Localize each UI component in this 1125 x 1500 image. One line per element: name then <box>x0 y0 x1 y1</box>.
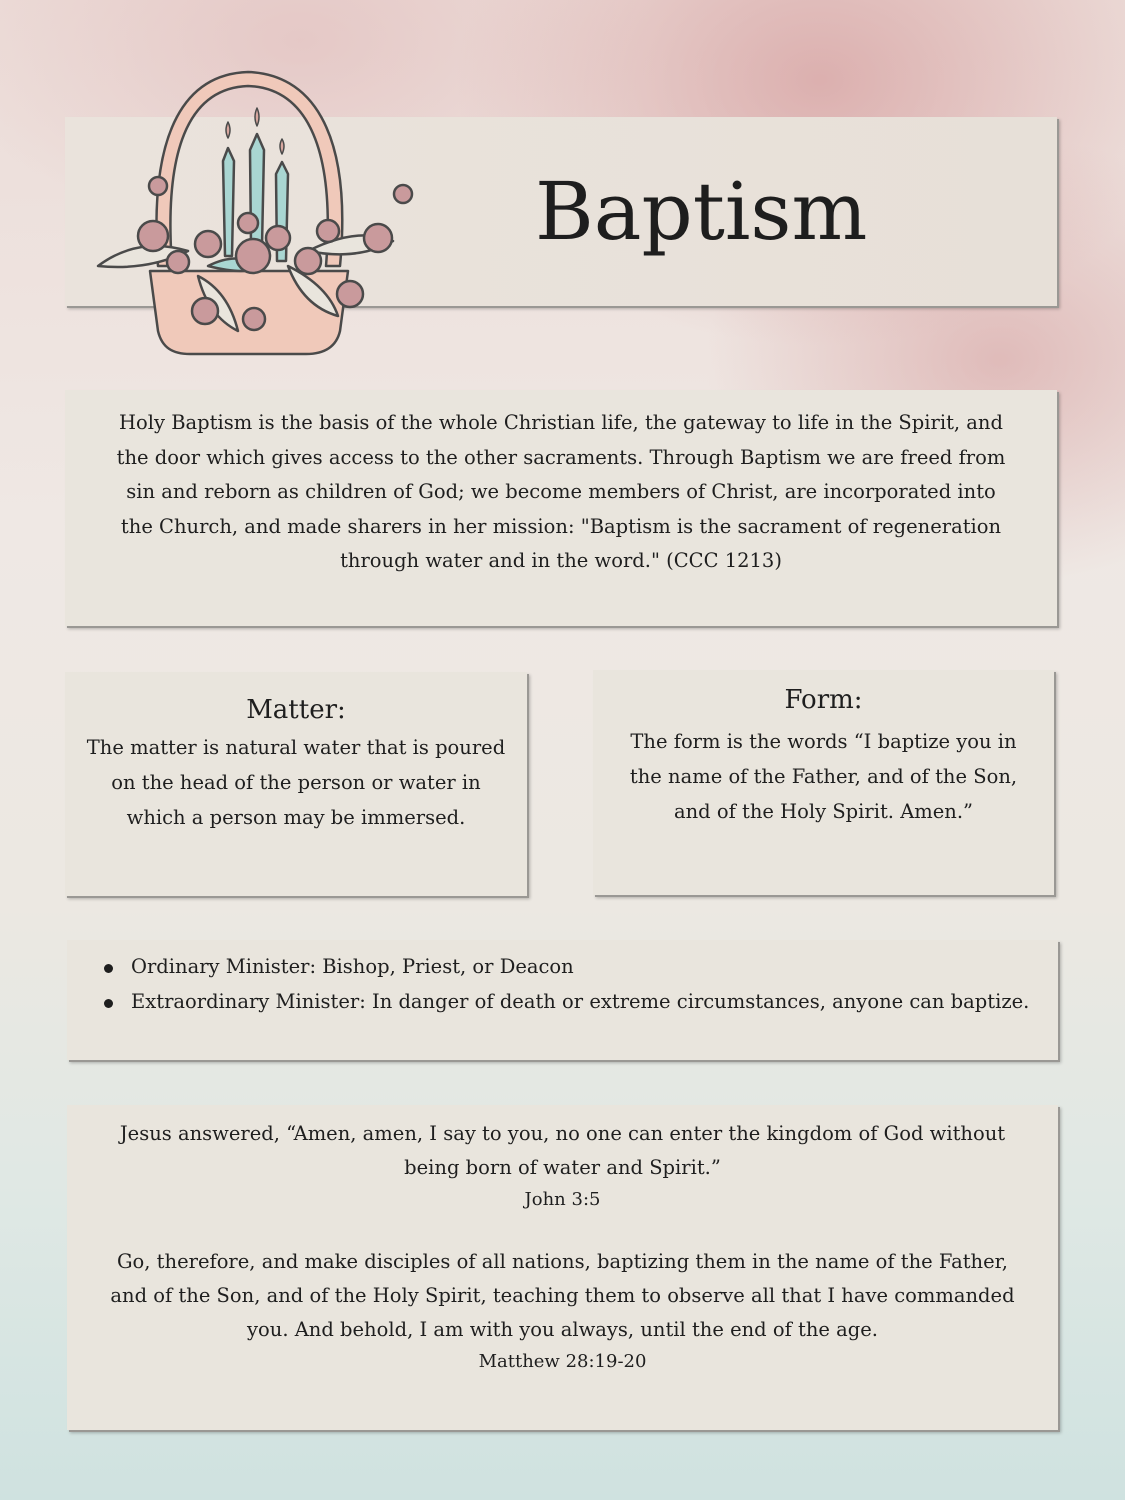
list-item: Ordinary Minister: Bishop, Priest, or Deacon <box>131 950 1038 985</box>
page-title: Baptism <box>535 165 868 258</box>
ministers-list <box>131 950 1038 1019</box>
flower-basket-illustration <box>78 66 418 360</box>
scripture-reference: John 3:5 <box>524 1189 601 1210</box>
matter-panel <box>65 672 527 896</box>
scripture-reference: Matthew 28:19-20 <box>478 1351 647 1372</box>
scripture-quote: Jesus answered, “Amen, amen, I say to you, no one can enter the kingdom of God without being born of water and Spirit.” <box>119 1122 1006 1179</box>
matter-text: The matter is natural water that is poured on the head of the person or water in which a person may be immersed. <box>86 736 506 829</box>
scripture-quote: Go, therefore, and make disciples of all nations, baptizing them in the name of the Father, and of the Son, and of the Holy Spirit, teaching them to observe all that I have commanded you. And behold, I am with you always, until the end of the age. <box>110 1250 1015 1341</box>
ministers-panel <box>67 940 1058 1060</box>
matter-heading: Matter: <box>246 695 346 725</box>
bullet-icon <box>104 964 113 973</box>
bullet-icon <box>104 999 113 1008</box>
form-text: The form is the words “I baptize you in the name of the Father, and of the Son, and of the Holy Spirit. Amen.” <box>629 730 1018 823</box>
form-panel <box>593 670 1054 895</box>
scripture-panel <box>67 1105 1058 1430</box>
form-heading: Form: <box>784 685 863 715</box>
list-item: Extraordinary Minister: In danger of death or extreme circumstances, anyone can baptize. <box>131 985 1038 1020</box>
intro-text: Holy Baptism is the basis of the whole Christian life, the gateway to life in the Spirit, and the door which gives access to the other sacraments. Through Baptism we are freed from sin and reborn as children of God; we become members of Christ, are incorporated into the Church, and made sharers in her mission: "Baptism is the sacrament of regeneration through water and in the word." (CCC 1213) <box>116 411 1006 572</box>
intro-panel <box>65 390 1057 626</box>
